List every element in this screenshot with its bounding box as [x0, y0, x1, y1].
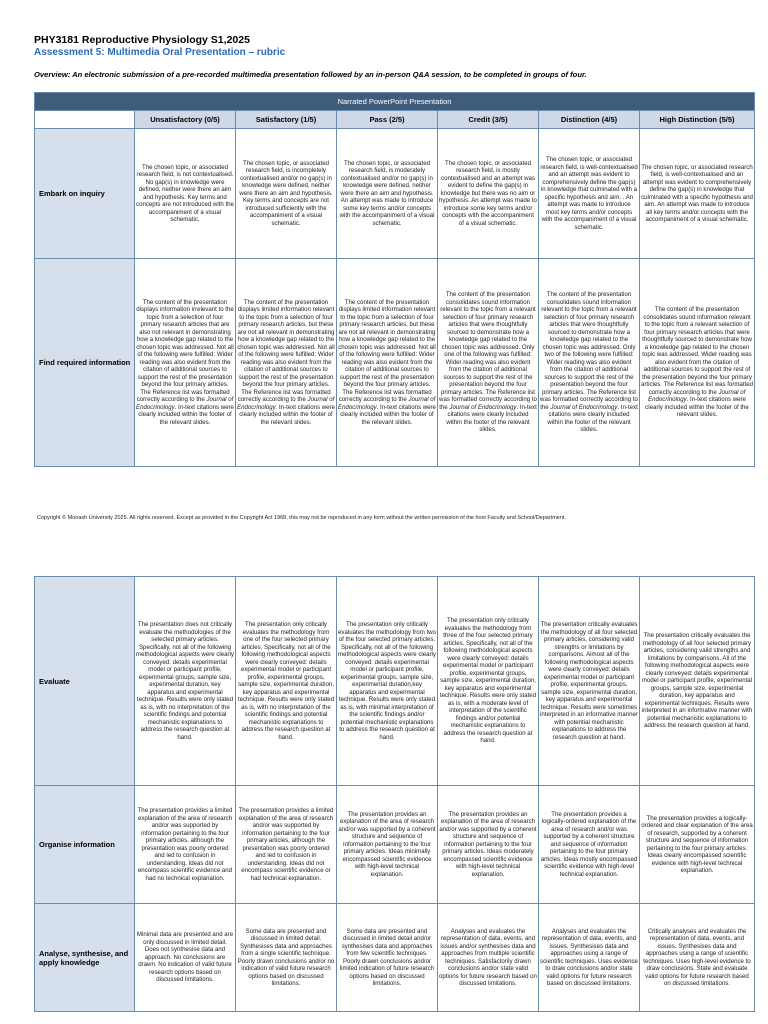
page-title: PHY3181 Reproductive Physiology S1,2025 [34, 34, 250, 46]
criterion-label: Embark on inquiry [35, 129, 135, 259]
rubric-cell: The presentation provides a limited explanation of the area of research and/or was supported by information pertaining to the four primary articles, although the presentation was poorly ordered and led to confusion in understanding. Ideas did not encompass scientific evidence and had no technical explanation. [135, 786, 236, 904]
criterion-label: Organise information [35, 786, 135, 904]
rubric-cell: Some data are presented and discussed in limited detail. Synthesises data and approaches from a single scientific technique. Poorly drawn conclusions and/or no indication of valid future research options based on discussed limitations. [236, 904, 337, 1012]
table-row [35, 129, 755, 259]
rubric-cell: The chosen topic, or associated research field, is moderately contextualised and/or no gap(s) in knowledge were defined, neither were there an aim and hypothesis. An attempt was made to introduce some key terms and/or concepts with the accompaniment of a visual schematic. [337, 129, 438, 259]
rubric-cell: The presentation only critically evaluates the methodology from two of the four selected primary articles. Specifically, not all of the following methodological aspects were clearly conveyed: details experimental model or participant profile, experimental groups, sample size, experimental duration,key apparatus and experimental technique. Results were only stated as is, with minimal interpretation of the scientific findings and/or potential mechanistic explanations to address the research question at hand. [337, 577, 438, 786]
rubric-cell: The presentation only critically evaluates the methodology from three of the four selected primary articles. Specifically, not all of the following methodological aspects were clearly conveyed: details experimental model or participant profile, experimental groups, sample size, experimental duration, key apparatus and experimental technique. Results were only stated as is, with a moderate level of interpretation of the scientific findings and/or potential mechanistic explanations to address the research question at hand. [438, 577, 539, 786]
criterion-label: Find required information [35, 259, 135, 467]
rubric-cell: Critically analyses and evaluates the representation of data, events, and issues. Synthesises data and approaches using a range of scientific techniques. Uses high-level evidence to draw conclusions. State and evaluate valid options for future research based on discussed limitations. [640, 904, 755, 1012]
col-header: Satisfactory (1/5) [236, 111, 337, 129]
rubric-cell: The presentation only critically evaluates the methodology from one of the four selected primary articles. Specifically, not all of the following methodological aspects were clearly conveyed: details experimental model or participant profile, experimental groups, sample size, experimental duration, key apparatus and experimental technique. Results were only stated as is, with no interpretation of the scientific findings and potential mechanistic explanations to address the research question at hand. [236, 577, 337, 786]
rubric-table-page2 [34, 576, 755, 1012]
rubric-cell: The content of the presentation consolidates sound information relevant to the topic from a relevant selection of four primary research articles that were thoughtfully sourced to demonstrate how a knowledge gap related to the chosen topic was addressed. Only two of the following were fulfilled: Wider reading was also evident from the citation of additional sources to support the rest of the presentation beyond the four primary articles. The Reference list was formatted correctly according to the Journal of Endocrinology. In-text citations were clearly included within the footer of the relevant slides. [539, 259, 640, 467]
rubric-cell: The presentation provides an explanation of the area of research and/or was supported by a coherent structure and sequence of information pertaining to the four primary articles. Ideas minimally encompassed scientific evidence with high-level technical explanation. [337, 786, 438, 904]
rubric-cell: Some data are presented and discussed in limited detail and/or synthesises data and approaches from few scientific techniques. Poorly drawn conclusions and/or limited indication of future research options based on discussed limitations. [337, 904, 438, 1012]
rubric-cell: The content of the presentation displays limited information relevant to the topic from a selection of four primary research articles, but these are not all relevant in demonstrating how a knowledge gap related to the chosen topic was addressed. Not all of the following were fulfilled: Wider reading was also evident from the citation of additional sources to support the rest of the presentation beyond the four primary articles. The Reference list was formatted correctly according to the Journal of Endocrinology. In-text citations were clearly included within the footer of the relevant slides. [236, 259, 337, 467]
overview-text: Overview: An electronic submission of a pre-recorded multimedia presentation followed by an in-person Q&A session, to be completed in groups of four. [34, 70, 587, 79]
rubric-cell: The content of the presentation displays limited information relevant to the topic from a selection of four primary research articles, but these are not all relevant in demonstrating how a knowledge gap related to the chosen topic was addressed. Not all of the following were fulfilled: Wider reading was also evident from the citation of additional sources to support the rest of the presentation beyond the four primary articles. The Reference list was formatted correctly according to the Journal of Endocrinology. In-text citations were clearly included within the footer of the relevant slides. [337, 259, 438, 467]
col-header: Unsatisfactory (0/5) [135, 111, 236, 129]
table-row [35, 786, 755, 904]
rubric-cell: The presentation critically evaluates the methodology of all four selected primary articles, considering valid strengths and limitations by comparisons. All of the following methodological aspects were clearly conveyed: details experimental model or participant profile, experimental groups, sample size, experimental duration, key apparatus and experimental techniques. Results were interpreted in an informative manner with potential mechanistic explanations to address the research question at hand. [640, 577, 755, 786]
rubric-cell: The presentation provides an explanation of the area of research and/or was supported by a coherent structure and sequence of information pertaining to the four primary articles. Ideas moderately encompassed scientific evidence with high-level technical explanation. [438, 786, 539, 904]
col-header: Distinction (4/5) [539, 111, 640, 129]
rubric-cell: The chosen topic, or associated research field, is incompletely contextualised and/or no gap(s) in knowledge were defined, neither were there an aim and hypothesis. Key terms and concepts are not introduced sufficiently with the accompaniment of a visual schematic. [236, 129, 337, 259]
rubric-cell: The chosen topic, or associated research field, is not contextualised. No gap(s) in knowledge were defined, neither were there an aim and hypothesis. Key terms and concepts are not introduced with the accompaniment of a visual schematic. [135, 129, 236, 259]
col-header: Credit (3/5) [438, 111, 539, 129]
copyright-notice: Copyright © Monash University 2025. All rights reserved. Except as provided in the Copyright Act 1968, this may not be reproduced in any form without the written permission of the host Faculty and School/Department. [37, 515, 566, 521]
rubric-cell: The chosen topic, or associated research field, is well-contextualised and an attempt was evident to comprehensively define the gap(s) in knowledge that culminated with a specific hypothesis and aim. An attempt was made to introduce all key terms and/or concepts with the accompaniment of a visual schematic. [640, 129, 755, 259]
rubric-cell: The presentation provides a logically-ordered explanation of the area of research and/or was supported by a coherent structure and sequence of information pertaining to the four primary articles. Ideas mostly encompassed scientific evidence with high-level technical explanation. [539, 786, 640, 904]
rubric-cell: The chosen topic, or associated research field, is well-contextualised and an attempt was evident to comprehensively define the gap(s) in knowledge that culminated with a specific hypothesis and aim. . An attempt was made to introduce most key terms and/or concepts with the accompaniment of a visual schematic. [539, 129, 640, 259]
rubric-cell: The chosen topic, or associated research field, is mostly contextualised and an attempt was evident to define the gap(s) in knowledge but there was no aim or hypothesis. An attempt was made to introduce some key terms and/or concepts with the accompaniment of a visual schematic. [438, 129, 539, 259]
rubric-cell: The content of the presentation displays information irrelevant to the topic from a selection of four primary research articles that are also not relevant in demonstrating how a knowledge gap related to the chosen topic was addressed. Not all of the following were fulfilled: Wider reading was also evident from the citation of additional sources to support the rest of the presentation beyond the four primary articles. The Reference list was formatted correctly according to the Journal of Endocrinology. In-text citations were clearly included within the footer of the relevant slides. [135, 259, 236, 467]
col-header: High Distinction (5/5) [640, 111, 755, 129]
table-banner: Narrated PowerPoint Presentation [35, 93, 755, 111]
criterion-label: Analyse, synthesise, and apply knowledge [35, 904, 135, 1012]
table-row [35, 577, 755, 786]
table-row [35, 259, 755, 467]
rubric-cell: The content of the presentation consolidates sound information relevant to the topic from a relevant selection of four primary research articles that were thoughtfully sourced to demonstrate how a knowledge gap related to the chosen topic was addressed. Only one of the following was fulfilled: Wider reading was also evident from the citation of additional sources to support the rest of the presentation beyond the four primary articles. The Reference list was formatted correctly according to the Journal of Endocrinology. In-text citations were clearly included within the footer of the relevant slides. [438, 259, 539, 467]
table-row [35, 904, 755, 1012]
rubric-cell: Analyses and evaluates the representation of data, events, and issues and/or synthesises data and approaches from multiple scientific techniques. Satisfactorily drawn conclusions and/or state valid options for future research based on discussed limitations. [438, 904, 539, 1012]
column-header-row [35, 111, 755, 129]
criterion-label: Evaluate [35, 577, 135, 786]
rubric-cell: The presentation provides a limited explanation of the area of research and/or was supported by information pertaining to the four primary articles, although the presentation was poorly ordered and led to confusion in understanding. Ideas did not encompass scientific evidence or had technical explanation. [236, 786, 337, 904]
rubric-cell: The content of the presentation consolidates sound information relevant to the topic from a relevant selection of four primary research articles that were thoughtfully sourced to demonstrate how a knowledge gap related to the chosen topic was addressed. Wider reading was also evident from the citation of additional sources to support the rest of the presentation beyond the four primary articles. The Reference list was formatted correctly according to the Journal of Endocrinology. In-text citations were clearly included within the footer of the relevant slides. [640, 259, 755, 467]
rubric-cell: The presentation does not critically evaluate the methodologies of the selected primary articles. Specifically, not all of the following methodological aspects were clearly conveyed: details experimental model or participant profile, experimental groups, sample size, experimental duration, key apparatus and experimental technique. Results were only stated as is, with no interpretation of the scientific findings and potential mechanistic explanations to address the research question at hand. [135, 577, 236, 786]
rubric-table-page1 [34, 92, 755, 467]
rubric-cell: The presentation critically evaluates the methodology of all four selected primary articles, considering valid strengths or limitations by comparisons. Almost all of the following methodological aspects were clearly conveyed: details experimental model or participant profile, experimental groups, sample size, experimental duration, key apparatus and experimental technique. Results were sometimes interpreted in an informative manner with potential mechanistic explanations to address the research question at hand. [539, 577, 640, 786]
rubric-cell: The presentation provides a logically-ordered and clear explanation of the area of research, supported by a coherent structure and sequence of information pertaining to the four primary articles. Ideas clearly encompassed scientific evidence with high-level technical explanation. [640, 786, 755, 904]
col-header: Pass (2/5) [337, 111, 438, 129]
rubric-cell: Minimal data are presented and are only discussed in limited detail. Does not synthesise data and approach. No conclusions are drawn. No indication of valid future research options based on discussed limitations. [135, 904, 236, 1012]
rubric-cell: Analyses and evaluates the representation of data, events, and issues. Synthesises data and approaches using a range of scientific techniques. Uses evidence to draw conclusions and/or state valid options for future research based on discussed limitations. [539, 904, 640, 1012]
blank-header [35, 111, 135, 129]
page-subtitle: Assessment 5: Multimedia Oral Presentation – rubric [34, 47, 286, 58]
